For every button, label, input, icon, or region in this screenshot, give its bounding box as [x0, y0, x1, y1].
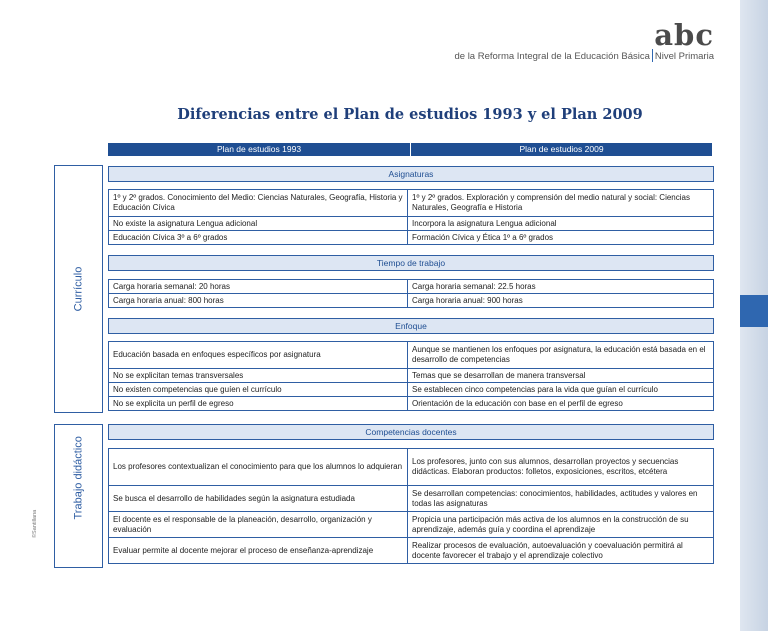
table-enfoque — [108, 341, 714, 411]
brand-header — [454, 20, 714, 62]
group-label-trabajo: Trabajo didáctico — [72, 436, 85, 520]
section-header-tiempo: Tiempo de trabajo — [108, 255, 714, 271]
cell-1993: No se explicita un perfil de egreso — [109, 397, 408, 411]
table-asignaturas — [108, 189, 714, 245]
column-header-2009: Plan de estudios 2009 — [411, 143, 712, 156]
table-tiempo — [108, 279, 714, 308]
cell-2009: Temas que se desarrollan de manera transversal — [408, 369, 714, 383]
cell-2009: Realizar procesos de evaluación, autoevaluación y coevaluación permitirá al docente favorecer el trabajo y el aprendizaje colectivo — [408, 538, 714, 564]
cell-2009: Formación Cívica y Ética 1º a 6º grados — [408, 231, 714, 245]
column-header-1993: Plan de estudios 1993 — [108, 143, 410, 156]
cell-1993: Educación Cívica 3º a 6º grados — [109, 231, 408, 245]
table-row — [109, 449, 714, 486]
table-row — [109, 397, 714, 411]
cell-2009: Orientación de la educación con base en el perfil de egreso — [408, 397, 714, 411]
section-header-competencias: Competencias docentes — [108, 424, 714, 440]
copyright-credit: ©Santillana — [32, 509, 38, 538]
cell-2009: Aunque se mantienen los enfoques por asignatura, la educación está basada en el desarrollo de competencias — [408, 342, 714, 369]
table-row — [109, 217, 714, 231]
side-tab — [740, 295, 768, 327]
cell-2009: Carga horaria semanal: 22.5 horas — [408, 280, 714, 294]
group-curriculo — [54, 165, 103, 413]
abc-logo: abc — [654, 18, 714, 52]
cell-1993: Carga horaria anual: 800 horas — [109, 294, 408, 308]
cell-1993: No existe la asignatura Lengua adicional — [109, 217, 408, 231]
table-row — [109, 280, 714, 294]
group-trabajo-didactico — [54, 424, 103, 568]
cell-1993: Educación basada en enfoques específicos por asignatura — [109, 342, 408, 369]
cell-1993: No se explicitan temas transversales — [109, 369, 408, 383]
cell-2009: Se establecen cinco competencias para la vida que guían el currículo — [408, 383, 714, 397]
page-title: Diferencias entre el Plan de estudios 1993 y el Plan 2009 — [177, 106, 643, 123]
cell-1993: Los profesores contextualizan el conocimiento para que los alumnos lo adquieran — [109, 449, 408, 486]
cell-1993: Evaluar permite al docente mejorar el proceso de enseñanza-aprendizaje — [109, 538, 408, 564]
table-row — [109, 369, 714, 383]
section-header-asignaturas: Asignaturas — [108, 166, 714, 182]
cell-1993: 1º y 2º grados. Conocimiento del Medio: Ciencias Naturales, Geografía, Historia y Educación Cívica — [109, 190, 408, 217]
cell-1993: El docente es el responsable de la planeación, desarrollo, organización y evaluación — [109, 512, 408, 538]
table-row — [109, 231, 714, 245]
table-row — [109, 342, 714, 369]
table-row — [109, 486, 714, 512]
table-competencias — [108, 448, 714, 564]
level-text: Nivel Primaria — [654, 51, 714, 62]
group-label-curriculo: Currículo — [72, 266, 85, 312]
cell-2009: Los profesores, junto con sus alumnos, desarrollan proyectos y secuencias didácticas. Elaboran productos: folletos, exposiciones, escritos, etcétera — [408, 449, 714, 486]
table-row — [109, 190, 714, 217]
cell-1993: Se busca el desarrollo de habilidades según la asignatura estudiada — [109, 486, 408, 512]
table-row — [109, 512, 714, 538]
cell-1993: No existen competencias que guíen el currículo — [109, 383, 408, 397]
cell-2009: Carga horaria anual: 900 horas — [408, 294, 714, 308]
brand-subtitle — [454, 49, 714, 62]
cell-2009: Propicia una participación más activa de los alumnos en la construcción de su aprendizaje, además guía y coordina el aprendizaje — [408, 512, 714, 538]
section-header-enfoque: Enfoque — [108, 318, 714, 334]
table-row — [109, 383, 714, 397]
cell-2009: Incorpora la asignatura Lengua adicional — [408, 217, 714, 231]
reform-text: de la Reforma Integral de la Educación Básica — [454, 51, 650, 62]
table-row — [109, 294, 714, 308]
cell-2009: Se desarrollan competencias: conocimientos, habilidades, actitudes y valores en todas las asignaturas — [408, 486, 714, 512]
cell-1993: Carga horaria semanal: 20 horas — [109, 280, 408, 294]
table-row — [109, 538, 714, 564]
separator — [652, 49, 653, 62]
cell-2009: 1º y 2º grados. Exploración y comprensión del medio natural y social: Ciencias Naturales, Geografía e Historia — [408, 190, 714, 217]
